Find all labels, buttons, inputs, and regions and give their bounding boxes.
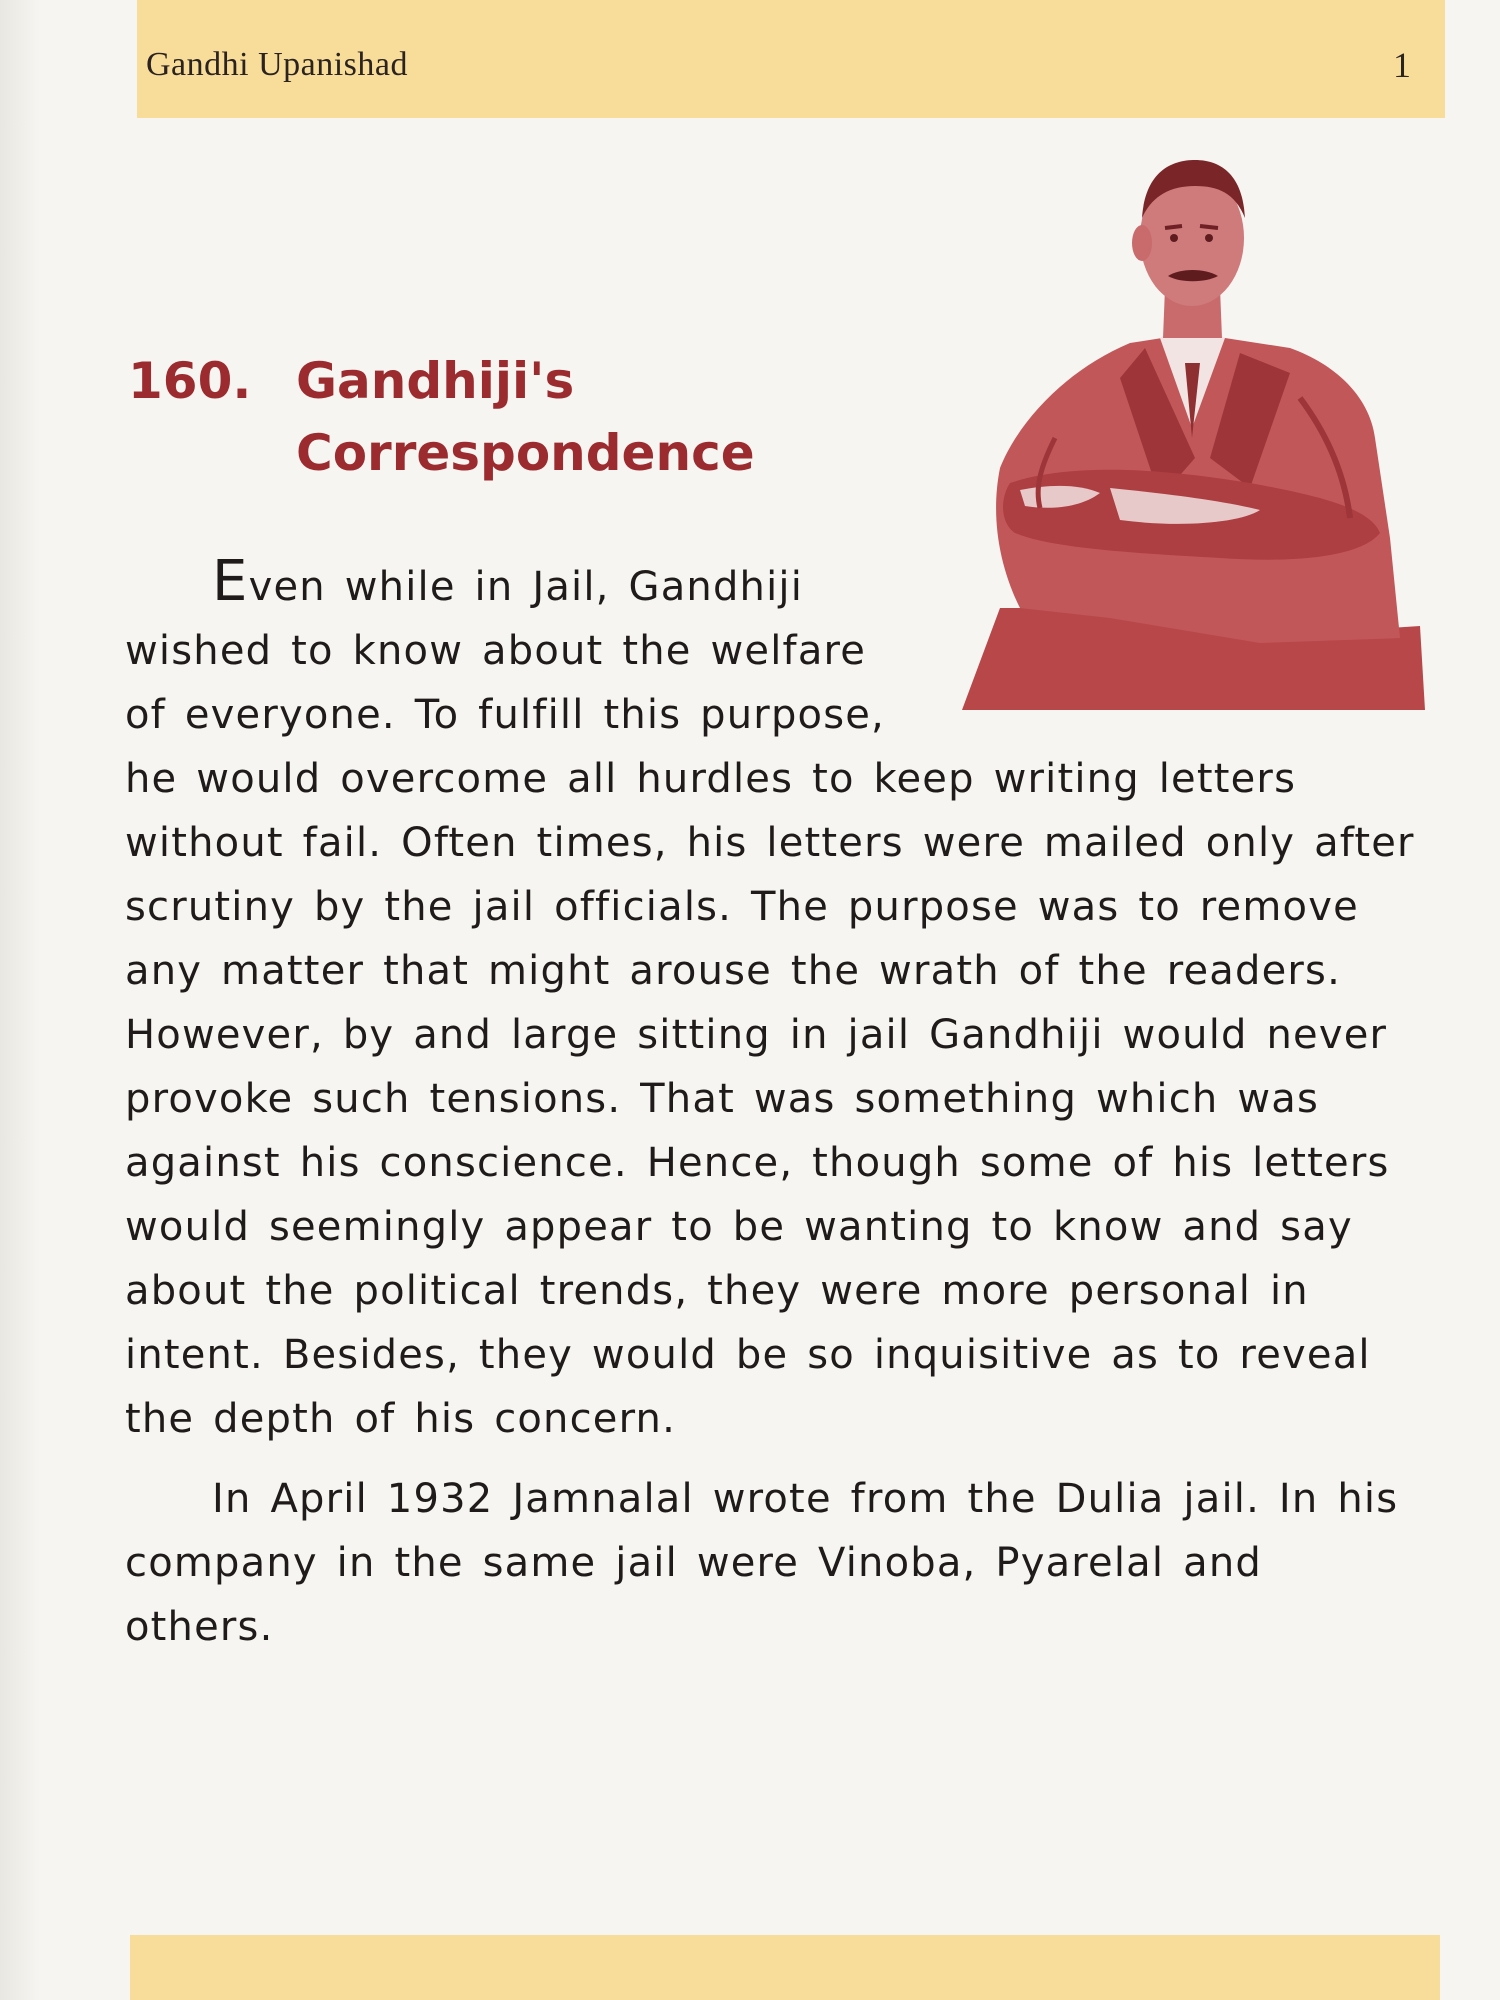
paragraph-2: In April 1932 Jamnalal wrote from the Dulia jail. In his company in the same jail were Vinoba, Pyarelal and others. bbox=[125, 1476, 1399, 1650]
body-text bbox=[125, 550, 1415, 1675]
paragraph-initial: E bbox=[212, 549, 249, 614]
running-head: Gandhi Upanishad bbox=[146, 46, 409, 83]
chapter-title bbox=[128, 345, 755, 489]
footer-band bbox=[130, 1935, 1440, 2000]
page-edge bbox=[0, 0, 40, 2000]
chapter-number: 160. bbox=[128, 352, 252, 410]
chapter-title-line2: Correspondence bbox=[296, 424, 755, 482]
paragraph-1-text: ven while in Jail, Gandhiji wished to know about the welfare of everyone. To fulfill this purpose, he would overcome all hurdles to keep writing letters without fail. Often times, his letters were mailed only after scrutiny by the jail officials. The purpose was to remove any matter that might arouse the wrath of the readers. However, by and large sitting in jail Gandhiji would never provoke such tensions. That was something which was against his conscience. Hence, though some of his letters would seemingly appear to be wanting to know and say about the political trends, they were more personal in intent. Besides, they would be so inquisitive as to reveal the depth of his concern. bbox=[125, 564, 1415, 1442]
chapter-title-line1: Gandhiji's bbox=[296, 352, 575, 410]
page-number: 1 bbox=[1393, 45, 1411, 85]
illustration-spacer bbox=[915, 550, 1415, 716]
